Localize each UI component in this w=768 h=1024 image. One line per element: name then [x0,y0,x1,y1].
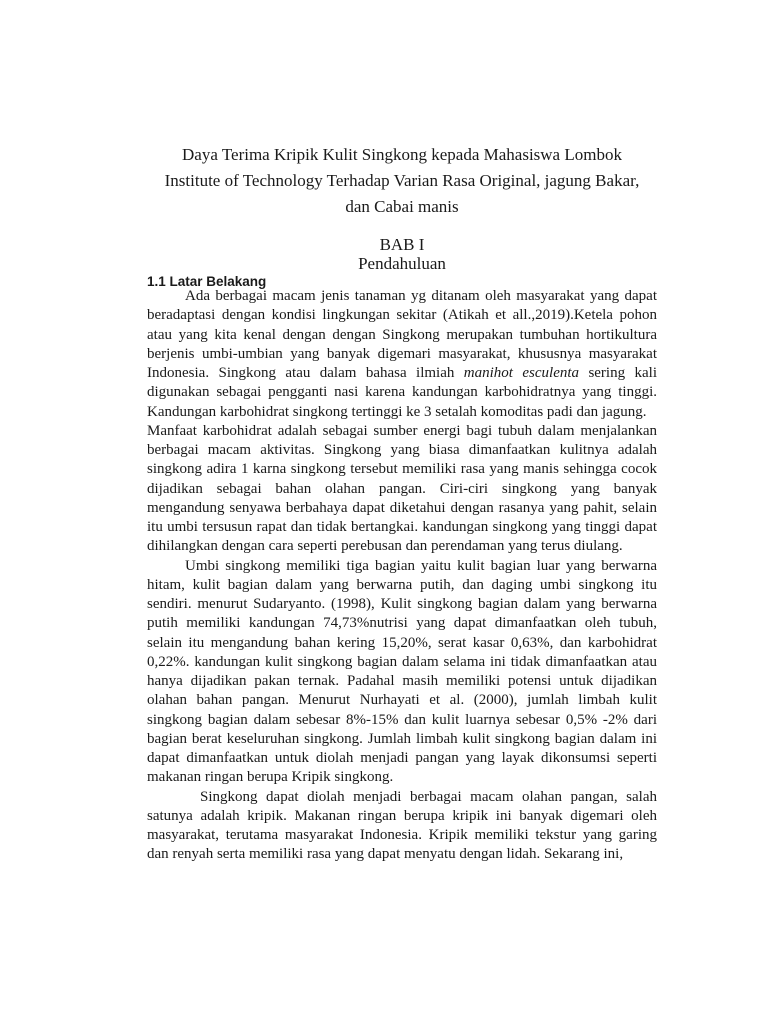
paragraph: Umbi singkong memiliki tiga bagian yaitu kulit bagian luar yang berwarna hitam, kulit bagian dalam yang berwarna putih, dan daging umbi singkong itu sendiri. menurut Sudaryanto. (1998), Kulit singkong bagian dalam yang berwarna putih memiliki kandungan 74,73%nutrisi yang dapat dimanfaatkan oleh tubuh, selain itu mengandung bahan kering 15,20%, serat kasar 0,63%, dan karbohidrat 0,22%. kandungan kulit singkong bagian dalam selama ini tidak dimanfaatkan atau hanya dijadikan pakan ternak. Padahal masih memiliki potensi untuk dijadikan olahan bahan pangan. Menurut Nurhayati et al. (2000), jumlah limbah kulit singkong bagian dalam sebesar 8%-15% dan kulit luarnya sebesar 0,5% -2% dari bagian berat keseluruhan singkong. Jumlah limbah kulit singkong bagian dalam ini dapat dimanfaatkan untuk diolah menjadi pangan yang layak dikonsumsi seperti makanan ringan berupa Kripik singkong. [147,557,657,786]
chapter-heading [140,235,664,273]
body-text [147,287,657,865]
paragraph-text: Ada berbagai macam jenis tanaman yg ditanam oleh masyarakat yang dapat beradaptasi dengan kondisi lingkungan sekitar (Atikah et all.,2019).Ketela pohon atau yang kita kenal dengan dengan Singkong merupakan tumbuhan hortikultura berjenis umbi-umbian yang banyak digemari masyarakat, khususnya masyarakat Indonesia. Singkong atau dalam bahasa ilmiah [147,288,657,381]
paragraph: Manfaat karbohidrat adalah sebagai sumber energi bagi tubuh dalam menjalankan berbagai macam aktivitas. Singkong yang biasa dimanfaatkan kulitnya adalah singkong adira 1 karna singkong tersebut memiliki rasa yang manis sehingga cocok dijadikan sebagai bahan olahan pangan. Ciri-ciri singkong yang banyak mengandung senyawa berbahaya dapat diketahui dengan rasanya yang pahit, selain itu umbi tersusun rapat dan tidak bertangkai. kandungan singkong yang tinggi dapat dihilangkan dengan cara seperti perebusan dan perendaman yang terus diulang. [147,422,657,555]
scientific-name: manihot esculenta [463,365,580,381]
title-line: Daya Terima Kripik Kulit Singkong kepada Mahasiswa Lombok [182,145,622,164]
document-title [140,142,664,220]
title-line: dan Cabai manis [345,197,459,216]
paragraph: Singkong dapat diolah menjadi berbagai macam olahan pangan, salah satunya adalah kripik. Makanan ringan berupa kripik ini banyak digemari oleh masyarakat, terutama masyarakat Indonesia. Kripik memiliki tekstur yang garing dan renyah serta memiliki rasa yang dapat menyatu dengan lidah. Sekarang ini, [147,788,657,863]
chapter-title: Pendahuluan [358,254,446,273]
chapter-number: BAB I [379,235,425,254]
title-line: Institute of Technology Terhadap Varian Rasa Original, jagung Bakar, [164,171,640,190]
paragraph [147,287,657,422]
section-heading: 1.1 Latar Belakang [147,274,267,289]
paragraph-text: sering kali digunakan sebagai pengganti nasi karena kandungan karbohidratnya yang tinggi. Kandungan karbohidrat singkong tertinggi ke 3 setalah komoditas padi dan jagung. [147,365,657,420]
